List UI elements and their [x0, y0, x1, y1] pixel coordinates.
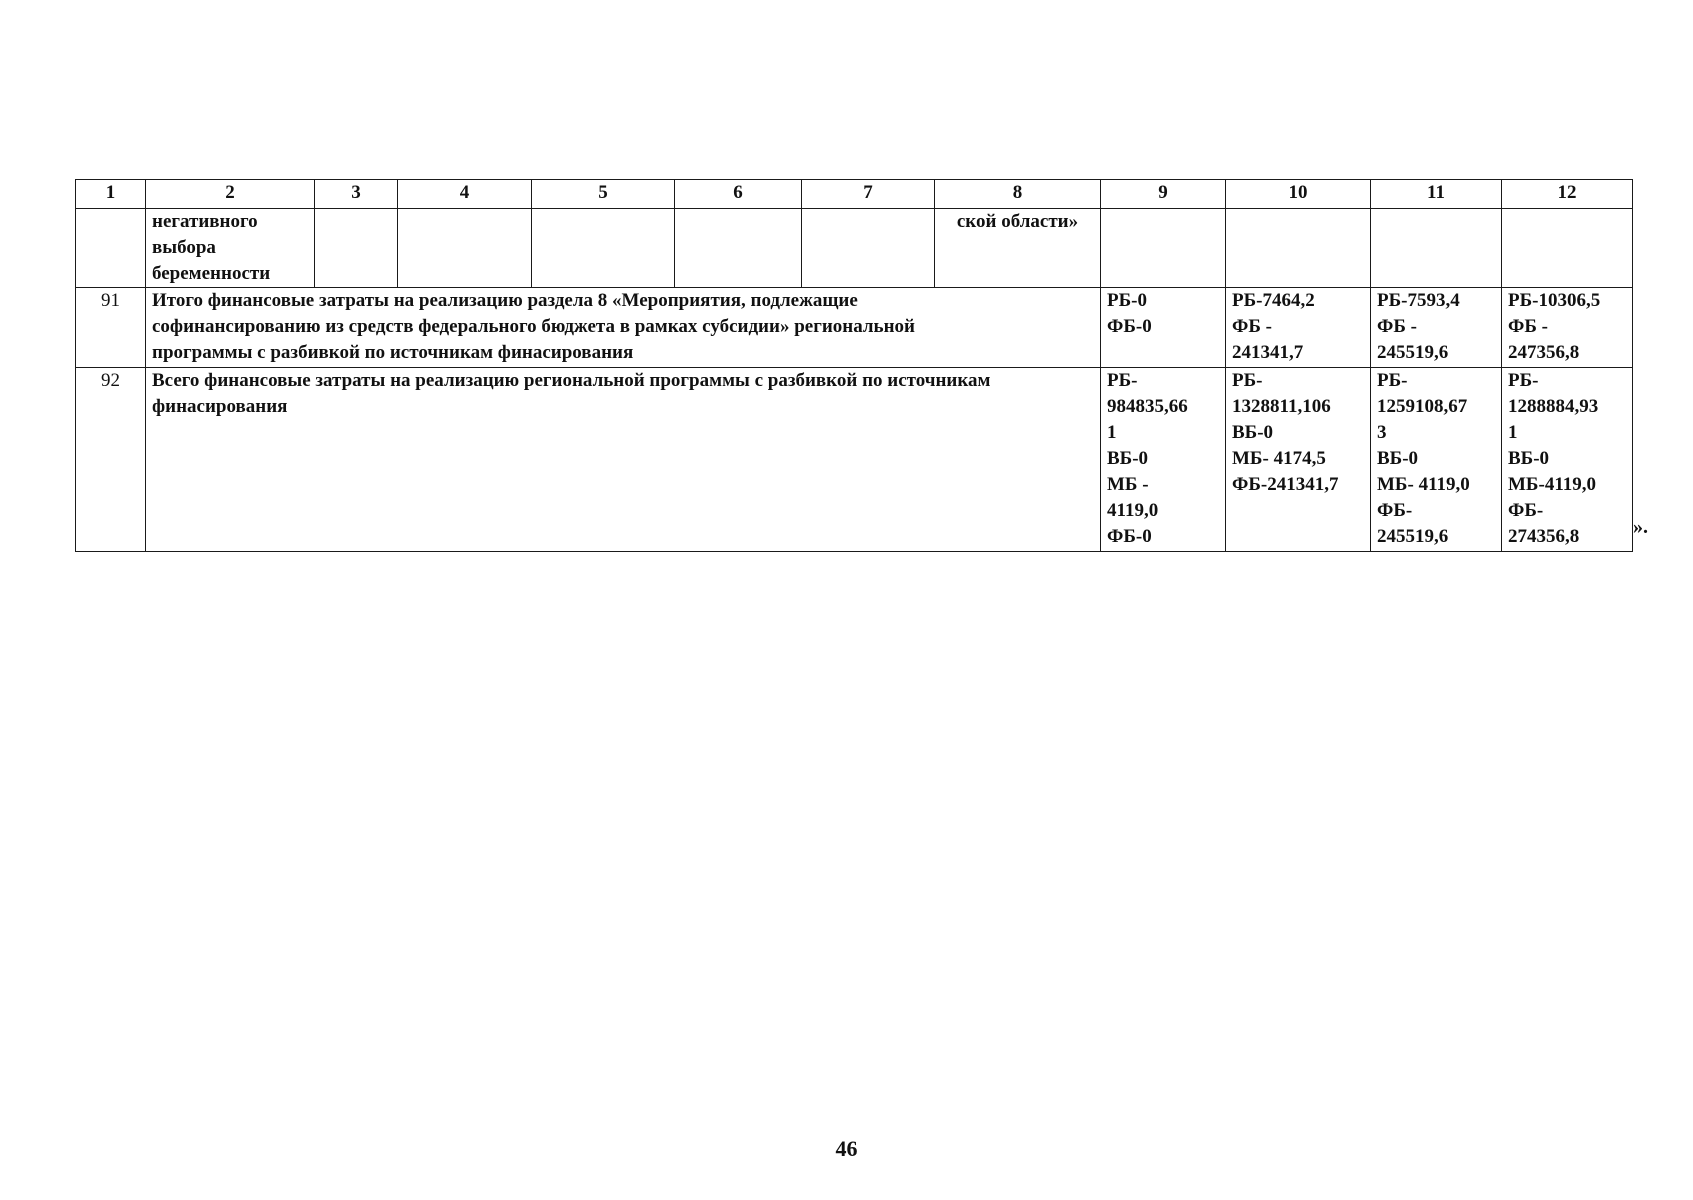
table-cell	[398, 209, 532, 288]
table-row-91	[76, 288, 1633, 368]
row-number: 92	[76, 368, 146, 552]
header-cell: 1	[76, 180, 146, 209]
table-cell	[315, 209, 398, 288]
cell-line: ФБ-	[1377, 500, 1413, 521]
cell-line: 1	[1508, 422, 1518, 443]
header-cell: 10	[1226, 180, 1371, 209]
cell-line: 984835,66	[1107, 396, 1188, 417]
header-cell: 2	[146, 180, 315, 209]
table-cell	[76, 209, 146, 288]
value-cell-col12	[1502, 288, 1633, 368]
cell-line: ВБ-0	[1377, 448, 1419, 469]
table-row-92	[76, 368, 1633, 552]
cell-line: РБ-	[1377, 370, 1408, 391]
cell-line: РБ-	[1107, 370, 1138, 391]
continuation-row	[76, 209, 1633, 288]
cell-line: 3	[1377, 422, 1387, 443]
table-cell	[1226, 209, 1371, 288]
header-cell: 7	[802, 180, 935, 209]
cell-line: 1328811,106	[1232, 396, 1331, 417]
table-cell	[1101, 209, 1226, 288]
header-cell: 12	[1502, 180, 1633, 209]
cell-line: ФБ-0	[1107, 526, 1152, 547]
cell-line: МБ-4119,0	[1508, 474, 1597, 495]
cell-line: выбора	[152, 237, 216, 258]
cell-line: 1	[1107, 422, 1117, 443]
cell-line: РБ-7464,2	[1232, 290, 1315, 311]
table-cell	[802, 209, 935, 288]
cell-line: ФБ -	[1232, 316, 1272, 337]
header-cell: 6	[675, 180, 802, 209]
table-cell	[1371, 209, 1502, 288]
cell-line: ВБ-0	[1107, 448, 1149, 469]
header-cell: 9	[1101, 180, 1226, 209]
continuation-col8-cell	[935, 209, 1101, 288]
cell-line: РБ-	[1232, 370, 1263, 391]
header-cell: 5	[532, 180, 675, 209]
value-cell-col9	[1101, 368, 1226, 552]
cell-line: ФБ -	[1377, 316, 1417, 337]
header-row	[76, 180, 1633, 209]
table-cell	[532, 209, 675, 288]
cell-line: беременности	[152, 263, 271, 284]
table-cell	[1502, 209, 1633, 288]
cell-line: МБ- 4174,5	[1232, 448, 1326, 469]
cell-line: 241341,7	[1232, 342, 1304, 363]
table-cell	[675, 209, 802, 288]
value-cell-col9	[1101, 288, 1226, 368]
cell-line: ФБ -	[1508, 316, 1548, 337]
value-cell-col11	[1371, 368, 1502, 552]
header-cell: 4	[398, 180, 532, 209]
cell-line: МБ- 4119,0	[1377, 474, 1470, 495]
cell-line: РБ-0	[1107, 290, 1147, 311]
cell-line: РБ-7593,4	[1377, 290, 1460, 311]
cell-line: ВБ-0	[1508, 448, 1550, 469]
cell-line: ской области»	[956, 211, 1079, 232]
cell-line: 245519,6	[1377, 526, 1449, 547]
cell-line: РБ-	[1508, 370, 1539, 391]
continuation-col2-cell	[146, 209, 315, 288]
value-cell-col12	[1502, 368, 1633, 552]
cell-line: 4119,0	[1107, 500, 1159, 521]
cell-line: РБ-10306,5	[1508, 290, 1601, 311]
row-description: Итого финансовые затраты на реализацию раздела 8 «Мероприятия, подлежащие софинансированию из средств федерального бюджета в рамках субсидии» региональной программы с разбивкой по источникам финасирования	[146, 288, 1101, 368]
closing-quote: ».	[1633, 516, 1648, 538]
cell-line: 1288884,93	[1508, 396, 1599, 417]
header-cell: 3	[315, 180, 398, 209]
value-cell-col10	[1226, 288, 1371, 368]
cell-line: ФБ-241341,7	[1232, 474, 1339, 495]
value-cell-col11	[1371, 288, 1502, 368]
header-cell: 11	[1371, 180, 1502, 209]
cell-line: ФБ-0	[1107, 316, 1152, 337]
cell-line: 1259108,67	[1377, 396, 1468, 417]
header-cell: 8	[935, 180, 1101, 209]
cell-line: 247356,8	[1508, 342, 1580, 363]
cell-line: негативного	[152, 211, 258, 232]
cell-line: МБ -	[1107, 474, 1149, 495]
value-cell-col10	[1226, 368, 1371, 552]
page-number: 46	[835, 1136, 858, 1161]
row-number: 91	[76, 288, 146, 368]
cell-line: ВБ-0	[1232, 422, 1274, 443]
cell-line: 245519,6	[1377, 342, 1449, 363]
cell-line: ФБ-	[1508, 500, 1544, 521]
cell-line: 274356,8	[1508, 526, 1580, 547]
budget-table	[75, 179, 1633, 552]
row-description: Всего финансовые затраты на реализацию региональной программы с разбивкой по источникам финасирования	[146, 368, 1101, 552]
